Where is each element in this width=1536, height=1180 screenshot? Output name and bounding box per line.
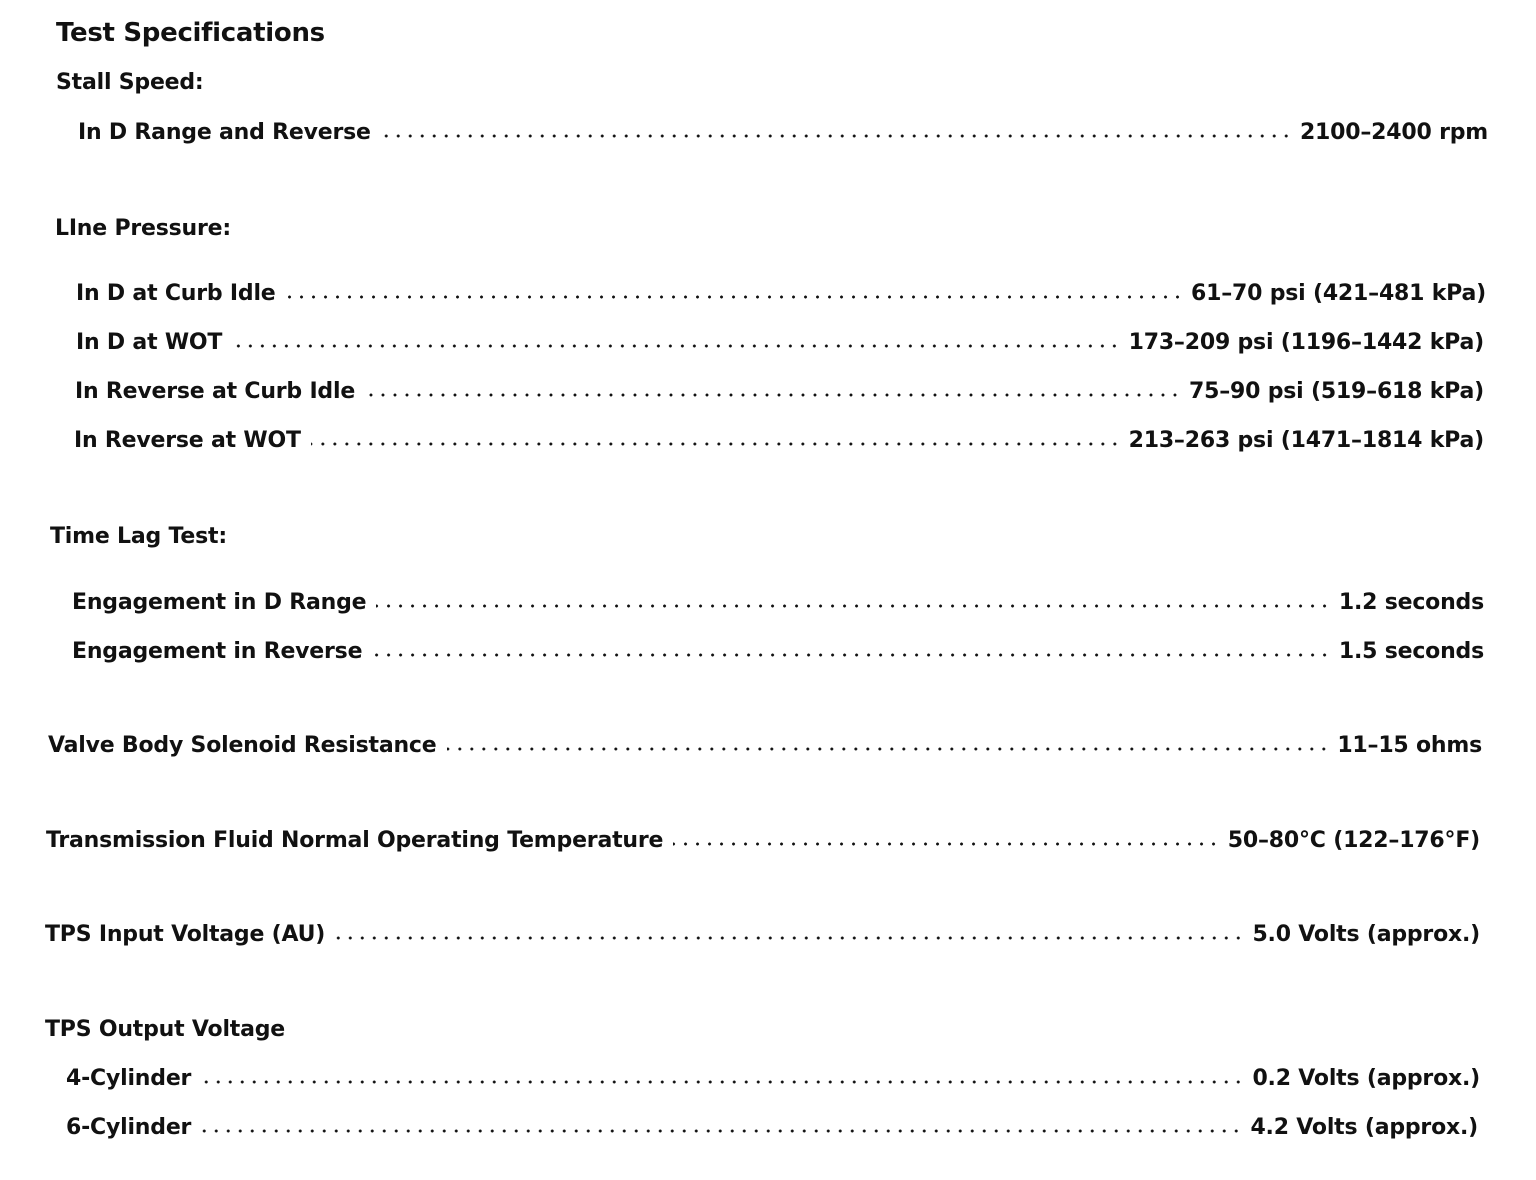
dot-leader xyxy=(201,1128,1242,1134)
spec-value: 213–263 psi (1471–1814 kPa) xyxy=(1128,428,1484,453)
spec-value: 75–90 psi (519–618 kPa) xyxy=(1189,379,1484,404)
spec-row-engagement-reverse xyxy=(72,639,1484,664)
dot-leader xyxy=(201,1079,1244,1085)
spec-value: 61–70 psi (421–481 kPa) xyxy=(1191,281,1486,306)
spec-value: 1.2 seconds xyxy=(1338,590,1484,615)
dot-leader xyxy=(673,841,1220,847)
dot-leader xyxy=(286,294,1184,300)
spec-value: 2100–2400 rpm xyxy=(1299,120,1488,145)
spec-row-reverse-wot xyxy=(74,428,1484,453)
spec-row-reverse-curb-idle xyxy=(75,379,1484,404)
spec-row-fluid-temp xyxy=(46,828,1480,853)
time-lag-heading: Time Lag Test: xyxy=(50,524,227,549)
stall-speed-heading: Stall Speed: xyxy=(56,70,204,95)
spec-label: In Reverse at WOT xyxy=(74,428,301,453)
spec-row-d-wot xyxy=(76,330,1484,355)
spec-label: In D at WOT xyxy=(76,330,223,355)
spec-value: 173–209 psi (1196–1442 kPa) xyxy=(1128,330,1484,355)
spec-label: TPS Input Voltage (AU) xyxy=(45,922,326,947)
spec-label: In D Range and Reverse xyxy=(78,120,371,145)
tps-output-heading: TPS Output Voltage xyxy=(45,1017,286,1042)
spec-row-tps-input xyxy=(45,922,1480,947)
dot-leader xyxy=(381,133,1292,139)
spec-row-4-cylinder xyxy=(66,1066,1480,1091)
spec-label: 6-Cylinder xyxy=(66,1115,192,1140)
line-pressure-heading: LIne Pressure: xyxy=(55,216,231,241)
dot-leader xyxy=(372,652,1331,658)
spec-label: In D at Curb Idle xyxy=(76,281,276,306)
spec-row-engagement-d xyxy=(72,590,1484,615)
spec-label: Valve Body Solenoid Resistance xyxy=(48,733,437,758)
page-title: Test Specifications xyxy=(56,18,325,48)
dot-leader xyxy=(365,392,1181,398)
dot-leader xyxy=(311,441,1121,447)
dot-leader xyxy=(376,603,1331,609)
spec-label: Engagement in D Range xyxy=(72,590,367,615)
spec-label: In Reverse at Curb Idle xyxy=(75,379,356,404)
spec-value: 0.2 Volts (approx.) xyxy=(1252,1066,1480,1091)
spec-value: 4.2 Volts (approx.) xyxy=(1250,1115,1478,1140)
spec-value: 5.0 Volts (approx.) xyxy=(1252,922,1480,947)
spec-row-d-curb-idle xyxy=(76,281,1486,306)
spec-label: Transmission Fluid Normal Operating Temperature xyxy=(46,828,664,853)
spec-label: Engagement in Reverse xyxy=(72,639,363,664)
spec-row-6-cylinder xyxy=(66,1115,1478,1140)
dot-leader xyxy=(335,935,1244,941)
spec-value: 1.5 seconds xyxy=(1338,639,1484,664)
dot-leader xyxy=(232,343,1120,349)
spec-value: 11–15 ohms xyxy=(1337,733,1482,758)
dot-leader xyxy=(447,746,1330,752)
spec-row-valve-body xyxy=(48,733,1482,758)
spec-row-stall-d-reverse xyxy=(78,120,1488,145)
spec-label: 4-Cylinder xyxy=(66,1066,192,1091)
spec-value: 50–80°C (122–176°F) xyxy=(1227,828,1480,853)
